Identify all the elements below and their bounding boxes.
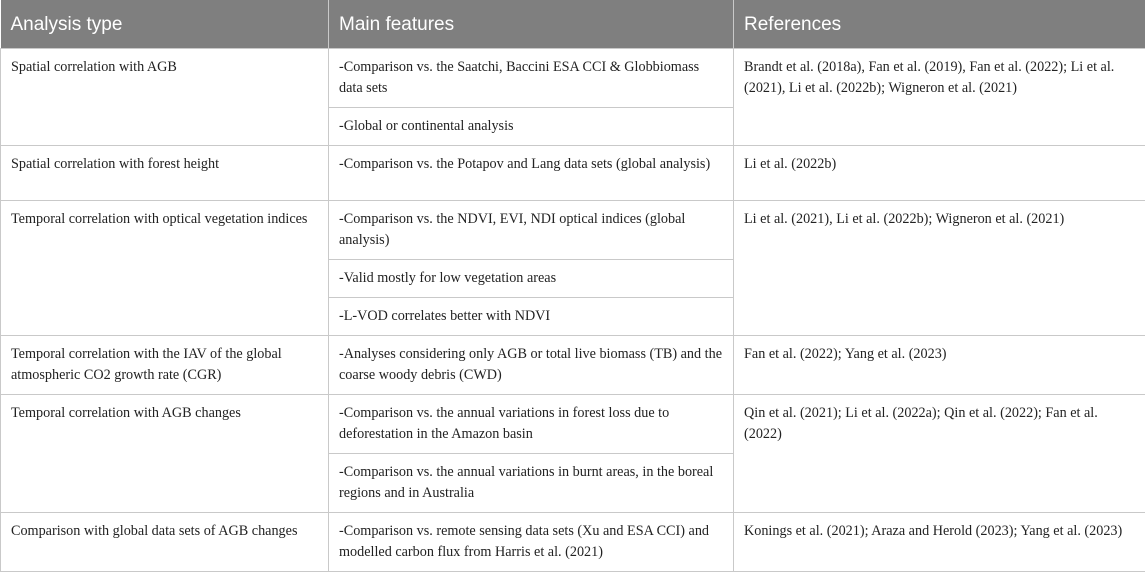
table-row (1, 395, 1145, 454)
feature-cell: -Valid mostly for low vegetation areas (329, 260, 734, 298)
feature-cell: -Comparison vs. the annual variations in forest loss due to deforestation in the Amazon basin (329, 395, 734, 454)
references-cell: Li et al. (2022b) (734, 146, 1145, 201)
references-cell: Fan et al. (2022); Yang et al. (2023) (734, 336, 1145, 395)
feature-cell: -Comparison vs. the annual variations in burnt areas, in the boreal regions and in Australia (329, 454, 734, 513)
feature-cell: -Comparison vs. the Potapov and Lang data sets (global analysis) (329, 146, 734, 201)
feature-cell: -Global or continental analysis (329, 108, 734, 146)
table-row (1, 336, 1145, 395)
header-references: References (734, 0, 1145, 49)
header-row (1, 0, 1145, 49)
feature-cell: -Comparison vs. the NDVI, EVI, NDI optical indices (global analysis) (329, 201, 734, 260)
references-cell: Konings et al. (2021); Araza and Herold (2023); Yang et al. (2023) (734, 513, 1145, 572)
analysis-type-cell: Temporal correlation with optical vegetation indices (1, 201, 329, 336)
analysis-type-cell: Comparison with global data sets of AGB changes (1, 513, 329, 572)
references-cell: Brandt et al. (2018a), Fan et al. (2019), Fan et al. (2022); Li et al. (2021), Li et al. (2022b); Wigneron et al. (2021) (734, 49, 1145, 146)
header-main-features: Main features (329, 0, 734, 49)
references-cell: Li et al. (2021), Li et al. (2022b); Wigneron et al. (2021) (734, 201, 1145, 336)
table-row (1, 49, 1145, 108)
table-row (1, 146, 1145, 201)
feature-cell: -Comparison vs. the Saatchi, Baccini ESA CCI & Globbiomass data sets (329, 49, 734, 108)
analysis-type-cell: Spatial correlation with AGB (1, 49, 329, 146)
header-analysis-type: Analysis type (1, 0, 329, 49)
analysis-type-cell: Temporal correlation with the IAV of the global atmospheric CO2 growth rate (CGR) (1, 336, 329, 395)
analysis-type-cell: Temporal correlation with AGB changes (1, 395, 329, 513)
references-cell: Qin et al. (2021); Li et al. (2022a); Qin et al. (2022); Fan et al. (2022) (734, 395, 1145, 513)
table-row (1, 513, 1145, 572)
feature-cell: -L-VOD correlates better with NDVI (329, 298, 734, 336)
analysis-type-cell: Spatial correlation with forest height (1, 146, 329, 201)
table-row (1, 201, 1145, 260)
feature-cell: -Comparison vs. remote sensing data sets (Xu and ESA CCI) and modelled carbon flux from Harris et al. (2021) (329, 513, 734, 572)
feature-cell: -Analyses considering only AGB or total live biomass (TB) and the coarse woody debris (CWD) (329, 336, 734, 395)
